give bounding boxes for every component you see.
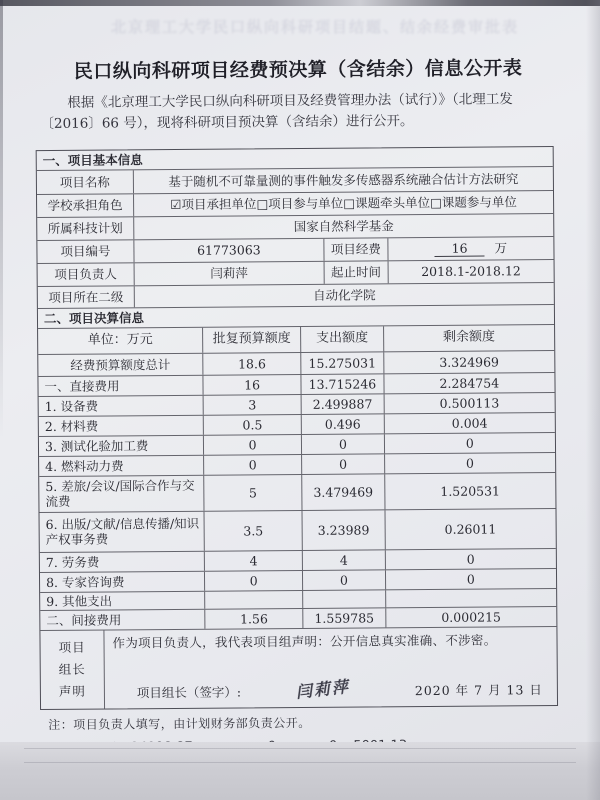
intro-paragraph: 根据《北京理工大学民口纵向科研项目及经费管理办法（试行）》（北理工发〔2016〕66 号），现将科研项目预决算（含结余）进行公开。 [40,91,513,132]
declaration-label [40,630,105,709]
spent-cell [303,590,386,608]
photo-right-shadow [586,0,600,800]
declaration-statement: 作为项目负责人，我代表项目组声明：公开信息真实准确、不涉密。 [112,632,497,651]
spent-cell: 0 [303,570,386,590]
spent-cell: 2.499887 [302,394,385,414]
period-value: 2018.1-2018.12 [421,263,521,280]
spent-cell: 1.559785 [303,608,386,628]
spent-cell: 0.496 [302,414,385,434]
budget-cell: 3 [204,395,302,415]
period-label: 起止时间 [324,261,388,284]
remaining-cell: 3.324969 [439,353,500,370]
section1-title: 一、项目基本信息 [42,151,143,168]
row-label-cell: 4. 燃料动力费 [39,456,204,476]
budget-cell: 16 [204,375,302,395]
row-label-cell: 6. 出版/文献/信息传播/知识产权事务费 [40,512,205,552]
budget-cell: 0.5 [204,415,302,435]
unit-header: 单位：万元 [38,328,203,354]
role-label: 学校承担角色 [37,194,134,217]
project-no-label: 项目编号 [37,240,134,263]
role-checkboxes: ☑项目承担单位□项目参与单位□课题牵头单位□课题参与单位 [170,194,517,213]
form-title: 民口纵向科研项目经费预决算（含结余）信息公开表 [73,57,523,83]
approved-budget-header: 批复预算额度 [203,327,301,353]
row-label-cell: 8. 专家咨询费 [40,572,205,592]
budget-header-row [38,325,554,355]
remaining-cell: 0 [465,435,474,451]
row-label-cell: 2. 材料费 [39,416,204,436]
remaining-cell: 0 [466,551,475,567]
budget-cell: 18.6 [203,353,301,375]
budget-cell: 3.5 [205,511,303,551]
remaining-cell: 1.520531 [440,482,501,499]
department-value: 自动化学院 [312,286,376,303]
row-label-cell: 1. 设备费 [39,396,204,416]
budget-cell: 0 [204,435,302,455]
showthrough-line [24,748,576,749]
project-no-value: 61773063 [134,239,324,262]
bleedthrough-text: 北京理工大学民口纵向科研项目结题、结余经费审批表 [110,18,519,36]
remaining-cell: 2.284754 [439,374,500,391]
row-label-cell: 7. 劳务费 [40,552,205,572]
spent-cell: 0 [302,454,385,474]
project-name-value: 基于随机不可靠量测的事件触发多传感器系统融合估计方法研究 [168,170,519,189]
spent-cell: 15.275031 [301,352,384,374]
spent-cell: 4 [303,550,386,570]
remaining-cell: 0.000215 [441,608,502,625]
budget-cell [205,591,303,609]
budget-cell: 0 [205,571,303,591]
photo-top-edge [0,0,600,6]
remaining-cell: 0.26011 [444,520,497,537]
signature-line [113,678,549,701]
declaration-row [40,627,557,709]
section2-title: 二、项目决算信息 [43,309,145,326]
program-label: 所属科技计划 [37,217,134,240]
budget-cell: 1.56 [205,609,303,629]
row-label-cell: 9. 其他支出 [40,592,205,611]
budget-cell: 0 [204,455,302,475]
funding-unit: 万 [494,240,508,256]
remaining-cell [386,589,556,608]
spent-cell: 13.715246 [302,374,385,394]
budget-cell: 5 [204,475,302,511]
signature-handwriting: 闫莉萍 [295,676,351,702]
photo-left-edge [0,0,3,440]
row-label-cell: 二、间接费用 [40,610,205,630]
pi-label: 项目负责人 [38,263,135,286]
showthrough-line [24,762,576,763]
spent-cell: 0 [302,434,385,454]
remaining-cell: 0 [465,455,474,471]
department-label: 项目所在二级 [38,286,135,308]
table-row [39,473,555,513]
funding-value: 16 [435,240,485,257]
row-label-cell: 一、直接费用 [38,376,203,396]
budget-cell: 4 [205,551,303,571]
declaration-label-line: 项目 [58,639,86,655]
funding-cell [388,237,553,260]
row-label-cell: 经费预算额度总计 [38,354,203,376]
spent-cell: 3.23989 [303,510,386,550]
funding-label: 项目经费 [324,238,388,261]
remaining-cell: 0 [466,571,475,587]
declaration-label-line: 声明 [58,683,86,699]
program-value: 国家自然科学基金 [293,218,394,235]
signature-date: 2020 年 7 月 13 日 [414,682,543,699]
declaration-body [104,627,557,709]
signature-label: 项目组长（签字）: [136,684,242,701]
row-label-cell: 3. 测试化验加工费 [39,436,204,456]
remaining-header: 剩余额度 [442,329,496,346]
spent-header: 支出额度 [301,326,384,352]
remaining-cell: 0.004 [451,415,488,431]
footnote: 注：项目负责人填写，由计划财务部负责公开。 [48,715,311,732]
spent-cell: 3.479469 [302,474,385,510]
pi-value: 闫莉萍 [135,262,325,285]
row-label-cell: 5. 差旅/会议/国际合作与交流费 [39,476,204,512]
declaration-label-line: 组长 [58,661,86,677]
disclosure-form-table [36,146,558,710]
table-row [40,509,556,553]
background-surface [0,742,600,800]
remaining-cell: 0.500113 [439,394,500,411]
project-name-label: 项目名称 [37,170,134,194]
